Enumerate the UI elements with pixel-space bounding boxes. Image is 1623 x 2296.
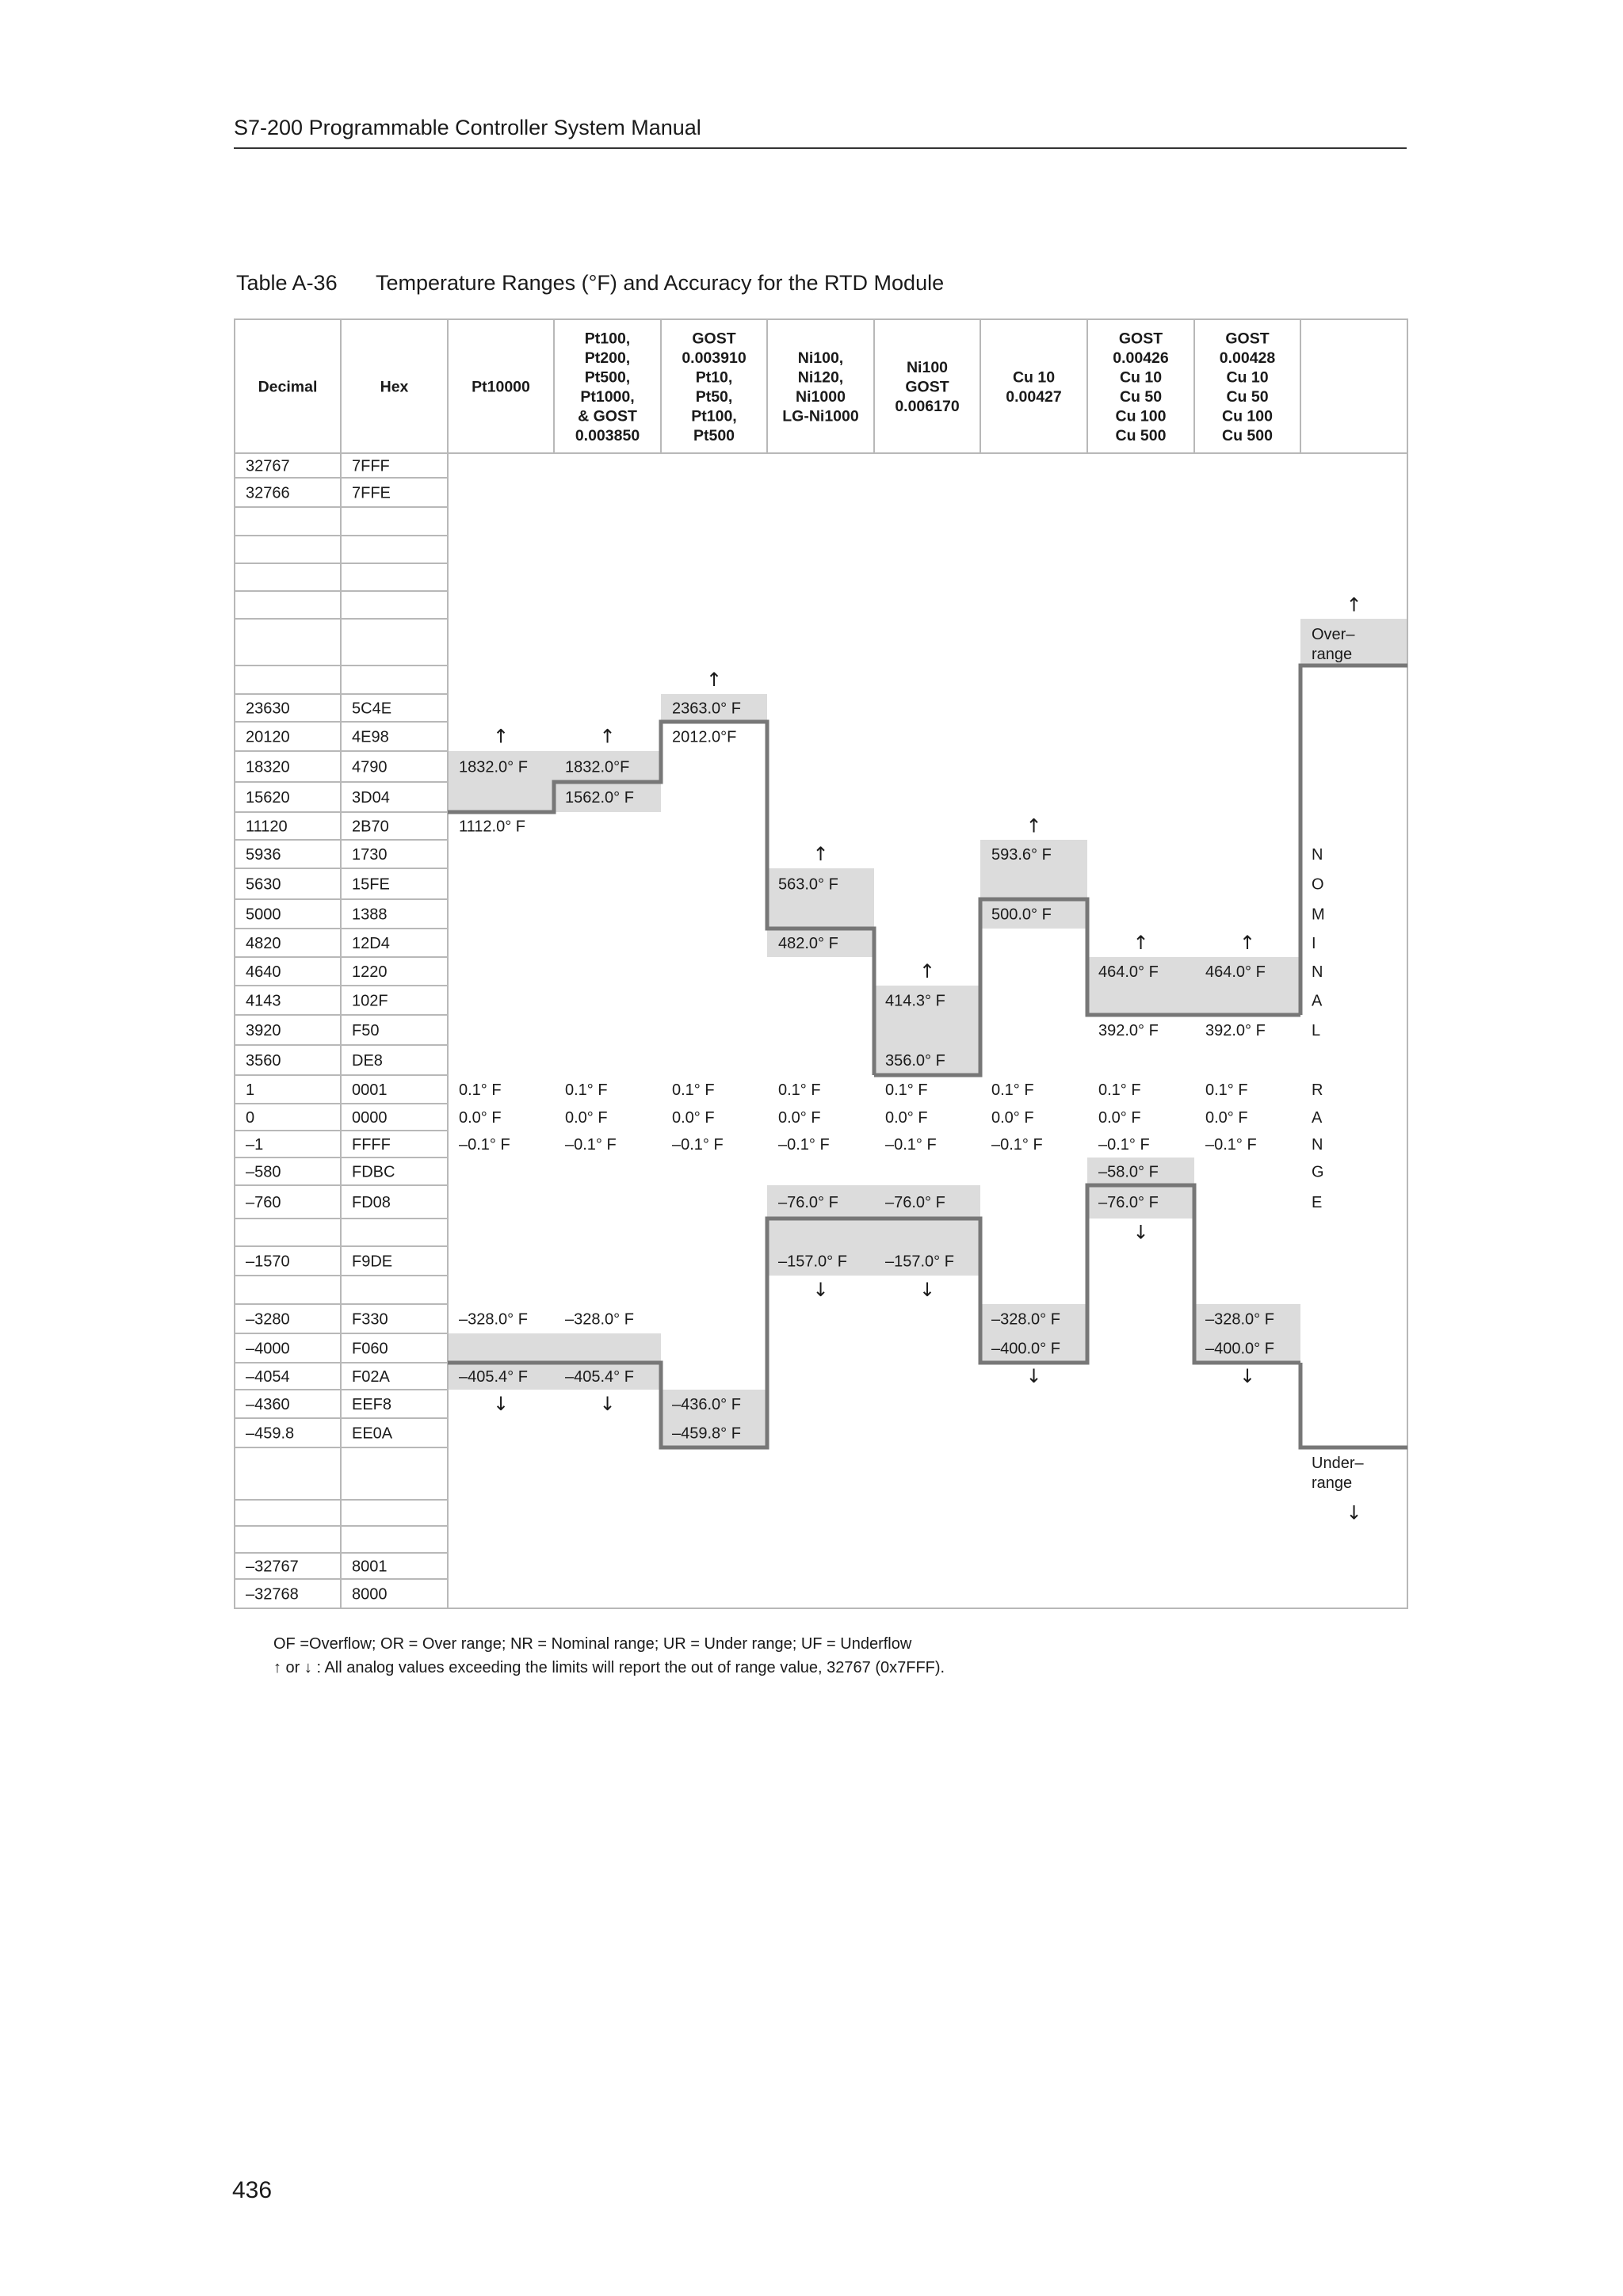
value-cell: 414.3° F [885,992,945,1010]
decimal-cell: –32767 [246,1558,299,1576]
decimal-cell: 18320 [246,758,290,776]
decimal-cell: 5000 [246,906,281,924]
value-cell: 392.0° F [1205,1022,1266,1039]
hex-cell: FFFF [352,1136,391,1154]
value-cell: 464.0° F [1098,963,1159,981]
range-boundary-line [1300,666,1407,1015]
value-cell: 0.0° F [459,1109,502,1127]
hex-cell: 0001 [352,1081,388,1099]
shaded-cell [874,1015,980,1045]
hex-cell: 3D04 [352,789,390,807]
up-arrow-icon: ↑ [1025,814,1042,837]
hex-cell: F50 [352,1022,380,1039]
value-cell: 0.1° F [1205,1081,1248,1099]
value-cell: 563.0° F [778,875,838,894]
up-arrow-icon: ↑ [705,669,723,691]
decimal-cell: 32766 [246,484,290,502]
value-cell: –76.0° F [778,1194,838,1211]
down-arrow-icon: ↓ [1025,1365,1042,1387]
footnote-out-of-range: ↑ or ↓ : All analog values exceeding the limits will report the out of range value, 32767 (0x7FFF). [273,1659,945,1676]
decimal-cell: –459.8 [246,1425,295,1443]
value-cell: –0.1° F [885,1136,937,1154]
shaded-cell [980,868,1087,899]
hex-cell: 5C4E [352,700,392,718]
value-cell: 1832.0°F [565,758,630,776]
hex-cell: EE0A [352,1425,393,1443]
value-cell: 0.1° F [672,1081,715,1099]
shaded-cell [874,1219,980,1246]
column-header: Ni100 GOST 0.006170 [895,359,960,415]
down-arrow-icon: ↓ [812,1279,829,1301]
decimal-cell: 3560 [246,1052,281,1070]
decimal-cell: 20120 [246,728,290,746]
value-cell: A [1312,1109,1323,1127]
value-cell: 1112.0° F [459,818,525,836]
value-cell: –400.0° F [1205,1340,1274,1358]
value-cell: 500.0° F [991,906,1052,924]
value-cell: 482.0° F [778,935,838,952]
value-cell: N [1312,846,1323,864]
table-caption-label: Table A-36 [236,271,338,295]
down-arrow-icon: ↓ [599,1393,616,1415]
value-cell: 0.1° F [1098,1081,1141,1099]
shaded-cell [448,782,554,812]
decimal-cell: 4143 [246,992,281,1010]
decimal-cell: 5936 [246,846,281,864]
column-header: Pt10000 [472,378,530,396]
hex-cell: F330 [352,1310,388,1329]
value-cell: 0.1° F [885,1081,928,1099]
value-cell: 593.6° F [991,846,1052,864]
decimal-cell: 32767 [246,457,290,475]
table-caption-title: Temperature Ranges (°F) and Accuracy for the RTD Module [376,271,945,295]
value-cell: N [1312,963,1323,981]
value-cell: O [1312,875,1324,894]
value-cell: 0.1° F [565,1081,608,1099]
value-cell: –328.0° F [1205,1310,1274,1329]
hex-cell: FD08 [352,1194,391,1211]
value-cell: 0.1° F [991,1081,1034,1099]
value-cell: A [1312,992,1323,1010]
decimal-cell: –580 [246,1163,281,1181]
column-header: Cu 10 0.00427 [1006,368,1062,406]
value-cell: 0.1° F [459,1081,502,1099]
value-cell: –0.1° F [459,1136,510,1154]
hex-cell: 102F [352,992,388,1010]
range-boundary-line [1300,1363,1407,1447]
value-cell: –76.0° F [1098,1194,1159,1211]
value-cell: –0.1° F [1098,1136,1150,1154]
column-header: Hex [380,378,409,396]
down-arrow-icon: ↓ [1132,1221,1149,1244]
hex-cell: 7FFE [352,484,391,502]
value-cell: 2012.0°F [672,728,737,746]
footnote-abbreviations: OF =Overflow; OR = Over range; NR = Nominal range; UR = Under range; UF = Underflow [273,1635,912,1653]
hex-cell: 4790 [352,758,388,776]
decimal-cell: 11120 [246,818,288,836]
value-cell: –0.1° F [1205,1136,1257,1154]
shaded-cell [554,1333,661,1363]
value-cell: 0.0° F [1098,1109,1141,1127]
value-cell: 464.0° F [1205,963,1266,981]
shaded-cell [448,1333,554,1363]
decimal-cell: 4820 [246,935,281,952]
decimal-cell: 15620 [246,789,290,807]
up-arrow-icon: ↑ [812,843,829,865]
value-cell: M [1312,906,1325,924]
hex-cell: 4E98 [352,728,389,746]
shaded-cell [1194,986,1300,1015]
value-cell: 1832.0° F [459,758,528,776]
value-cell: 0.1° F [778,1081,821,1099]
hex-cell: 12D4 [352,935,390,952]
up-arrow-icon: ↑ [599,725,616,748]
value-cell: Under– range [1312,1455,1364,1492]
value-cell: 0.0° F [885,1109,928,1127]
value-cell: N [1312,1136,1323,1154]
hex-cell: DE8 [352,1052,383,1070]
value-cell: –328.0° F [565,1310,634,1329]
decimal-cell: 1 [246,1081,255,1099]
page-number: 436 [232,2177,273,2203]
value-cell: R [1312,1081,1323,1099]
cell-text-layer [246,458,1364,1604]
value-cell: –58.0° F [1098,1163,1159,1181]
value-cell: G [1312,1163,1324,1181]
decimal-cell: –3280 [246,1310,290,1329]
value-cell: 392.0° F [1098,1022,1159,1039]
value-cell: –328.0° F [991,1310,1060,1329]
column-header: GOST 0.00428 Cu 10 Cu 50 Cu 100 Cu 500 [1219,330,1276,444]
decimal-cell: 4640 [246,963,281,981]
value-cell: 0.0° F [778,1109,821,1127]
value-cell: –0.1° F [672,1136,724,1154]
down-arrow-icon: ↓ [492,1393,510,1415]
value-cell: –157.0° F [778,1253,847,1271]
value-cell: –405.4° F [565,1368,634,1386]
hex-cell: 7FFF [352,457,390,475]
hex-cell: FDBC [352,1163,395,1181]
hex-cell: F060 [352,1340,388,1358]
value-cell: –405.4° F [459,1368,528,1386]
decimal-cell: 0 [246,1109,255,1127]
value-cell: 0.0° F [991,1109,1034,1127]
shaded-cell [767,1219,874,1246]
value-cell: 2363.0° F [672,700,741,718]
decimal-cell: –1570 [246,1253,290,1271]
hex-cell: EEF8 [352,1396,392,1413]
value-cell: 1562.0° F [565,789,634,807]
value-cell: –76.0° F [885,1194,945,1211]
decimal-cell: –4054 [246,1368,290,1386]
value-cell: –328.0° F [459,1310,528,1329]
hex-cell: 1388 [352,906,388,924]
hex-cell: 8000 [352,1585,388,1604]
up-arrow-icon: ↑ [1346,593,1362,616]
decimal-cell: –1 [246,1136,264,1154]
down-arrow-icon: ↓ [1239,1365,1256,1387]
down-arrow-icon: ↓ [1346,1501,1362,1524]
up-arrow-icon: ↑ [492,725,510,748]
decimal-cell: 23630 [246,700,290,718]
header-title: S7-200 Programmable Controller System Manual [234,116,701,139]
value-cell: E [1312,1194,1323,1211]
hex-cell: 15FE [352,875,390,894]
hex-cell: 2B70 [352,818,389,836]
value-cell: –436.0° F [672,1396,741,1413]
decimal-cell: –4000 [246,1340,290,1358]
hex-cell: 8001 [352,1558,388,1576]
value-cell: I [1312,935,1316,952]
up-arrow-icon: ↑ [918,960,936,982]
column-header: GOST 0.003910 Pt10, Pt50, Pt100, Pt500 [682,330,747,444]
column-header: Decimal [258,378,318,396]
value-cell: –0.1° F [778,1136,830,1154]
value-cell: 0.0° F [565,1109,608,1127]
hex-cell: F02A [352,1368,390,1386]
decimal-cell: –4360 [246,1396,290,1413]
shaded-cell [1087,986,1194,1015]
column-header: Ni100, Ni120, Ni1000 LG-Ni1000 [782,349,859,425]
hex-cell: 1220 [352,963,388,981]
up-arrow-icon: ↑ [1239,932,1256,954]
value-cell: –157.0° F [885,1253,954,1271]
value-cell: –400.0° F [991,1340,1060,1358]
decimal-cell: –760 [246,1194,281,1211]
hex-cell: 0000 [352,1109,388,1127]
hex-cell: F9DE [352,1253,393,1271]
value-cell: Over– range [1312,626,1355,663]
value-cell: 0.0° F [672,1109,715,1127]
value-cell: L [1312,1022,1321,1039]
up-arrow-icon: ↑ [1132,932,1149,954]
decimal-cell: 5630 [246,875,281,894]
value-cell: 0.0° F [1205,1109,1248,1127]
down-arrow-icon: ↓ [918,1279,936,1301]
value-cell: 356.0° F [885,1052,945,1070]
value-cell: –459.8° F [672,1425,741,1443]
decimal-cell: 3920 [246,1022,281,1039]
column-header: GOST 0.00426 Cu 10 Cu 50 Cu 100 Cu 500 [1113,330,1169,444]
column-header: Pt100, Pt200, Pt500, Pt1000, & GOST 0.003850 [575,330,640,444]
value-cell: –0.1° F [565,1136,617,1154]
hex-cell: 1730 [352,846,388,864]
value-cell: –0.1° F [991,1136,1043,1154]
decimal-cell: –32768 [246,1585,299,1604]
shaded-cell [767,899,874,929]
